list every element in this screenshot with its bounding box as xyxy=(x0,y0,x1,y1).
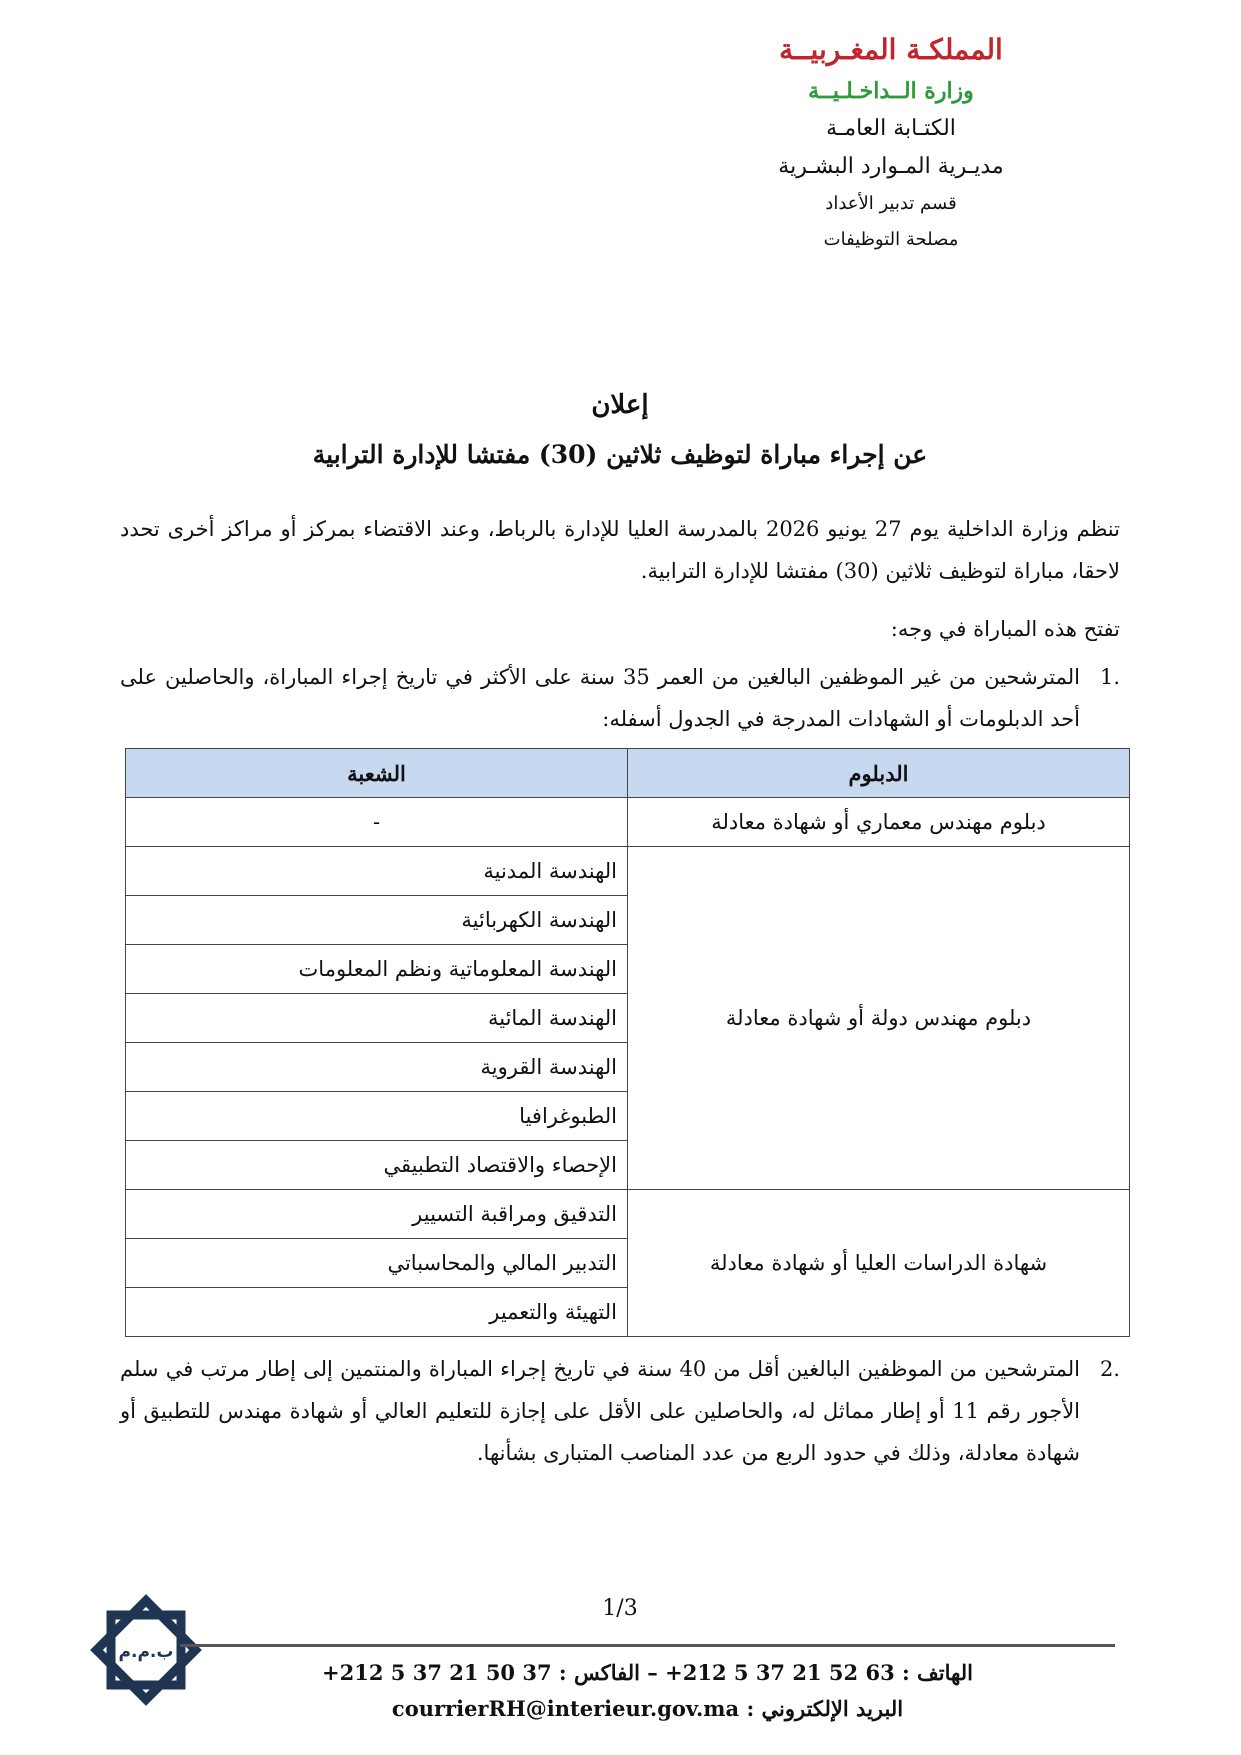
announcement-subtitle: عن إجراء مباراة لتوظيف ثلاثين (30) مفتشا للإدارة الترابية xyxy=(312,440,928,469)
kingdom-name: المملكـة المغـربيــة xyxy=(779,33,1003,66)
open-to-label: تفتح هذه المباراة في وجه: xyxy=(890,617,1120,641)
staff-division: قسم تدبير الأعداد xyxy=(825,193,957,214)
ministry-logo xyxy=(86,1590,206,1710)
footer-phone-fax: الهاتف : 63 52 21 37 5 212+ – الفاكس : 37 50 21 37 5 212+ xyxy=(322,1660,973,1685)
branch-cell: الإحصاء والاقتصاد التطبيقي xyxy=(126,1141,628,1190)
table-header-row xyxy=(126,749,1130,798)
branch-cell: التدبير المالي والمحاسباتي xyxy=(126,1239,628,1288)
intro-paragraph: تنظم وزارة الداخلية يوم 27 يونيو 2026 بالمدرسة العليا للإدارة بالرباط، وعند الاقتضاء بمركز أو مراكز أخرى تحدد لاحقا، مباراة لتوظيف ثلاثين (30) مفتشا للإدارة الترابية. xyxy=(120,517,1120,583)
item-number: .2 xyxy=(1099,1357,1120,1381)
branch-cell: الهندسة القروية xyxy=(126,1043,628,1092)
announcement-title-block xyxy=(120,380,1120,480)
footer-divider xyxy=(180,1644,1115,1647)
recruitment-service: مصلحة التوظيفات xyxy=(823,229,959,250)
item-number: .1 xyxy=(1099,665,1120,689)
list-item xyxy=(120,656,1120,740)
item-text: المترشحين من الموظفين البالغين أقل من 40 سنة في تاريخ إجراء المباراة والمنتمين إلى إطار مرتب في سلم الأجور رقم 11 أو إطار مماثل له، والحاصلين على الأقل على إجازة للتعليم العالي أو شهادة مهندس للتطبيق أو شهادة معادلة، وذلك في حدود الربع من عدد المناصب المتبارى بشأنها. xyxy=(120,1357,1081,1465)
diploma-cell: دبلوم مهندس معماري أو شهادة معادلة xyxy=(628,798,1130,847)
branch-cell: التهيئة والتعمير xyxy=(126,1288,628,1337)
general-secretariat: الكتـابة العامـة xyxy=(826,116,956,141)
logo-text: ب.م.م xyxy=(118,1642,174,1662)
page-number: 1/3 xyxy=(602,1596,638,1621)
branch-cell: الهندسة المدنية xyxy=(126,847,628,896)
announcement-title: إعلان xyxy=(591,390,649,420)
table-row xyxy=(126,1190,1130,1239)
diploma-cell: شهادة الدراسات العليا أو شهادة معادلة xyxy=(628,1190,1130,1337)
branch-cell: - xyxy=(126,798,628,847)
header-branch: الشعبة xyxy=(126,749,628,798)
diploma-cell: دبلوم مهندس دولة أو شهادة معادلة xyxy=(628,847,1130,1190)
letterhead xyxy=(681,28,1101,258)
list-item xyxy=(120,1348,1120,1474)
branch-cell: التدقيق ومراقبة التسيير xyxy=(126,1190,628,1239)
item-text: المترشحين من غير الموظفين البالغين من العمر 35 سنة على الأكثر في تاريخ إجراء المباراة، والحاصلين على أحد الدبلومات أو الشهادات المدرجة في الجدول أسفله: xyxy=(120,665,1080,731)
branch-cell: الهندسة الكهربائية xyxy=(126,896,628,945)
ministry-name: وزارة الــداخـلـيــة xyxy=(808,78,974,104)
branch-cell: الهندسة المائية xyxy=(126,994,628,1043)
hr-directorate: مديـرية المـوارد البشـرية xyxy=(778,154,1004,179)
table-row xyxy=(126,847,1130,896)
branch-cell: الطبوغرافيا xyxy=(126,1092,628,1141)
footer-email: البريد الإلكتروني : courrierRH@interieur.gov.ma xyxy=(391,1696,904,1721)
header-diploma: الدبلوم xyxy=(628,749,1130,798)
branch-cell: الهندسة المعلوماتية ونظم المعلومات xyxy=(126,945,628,994)
table-row xyxy=(126,798,1130,847)
diplomas-table xyxy=(125,748,1130,1337)
